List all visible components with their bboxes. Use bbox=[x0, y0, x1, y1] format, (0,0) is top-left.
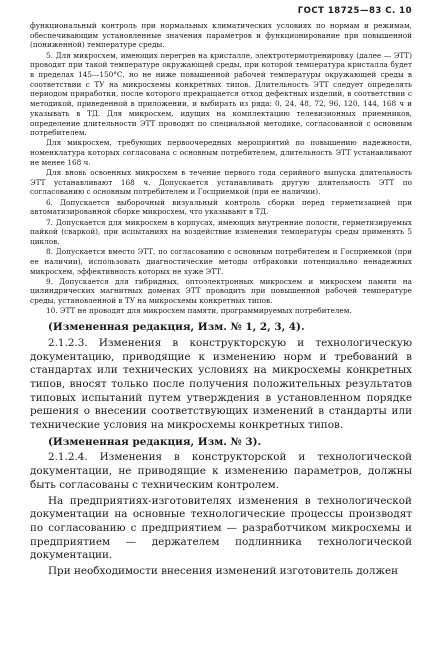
page-header: ГОСТ 18725—83 С. 10 bbox=[297, 6, 412, 16]
amendment-note-1: (Измененная редакция, Изм. № 1, 2, 3, 4). bbox=[48, 321, 305, 334]
small-print-section bbox=[30, 21, 412, 316]
paragraph-new-microcircuits: Для вновь освоенных микросхем в течение первого года серийного выпуска длительность ЭТТ устанавливают 168 ч. Допускается устанавливать другую длительность ЭТТ по согласованию с основным потребителем и Госприемкой (при ее наличии). bbox=[30, 168, 412, 197]
paragraph-reliability: Для микросхем, требующих первоочередных мероприятий по повышению надежности, номенклатура которых согласована с основным потребителем, длительность ЭТТ устанавливают не менее 168 ч. bbox=[30, 138, 412, 167]
paragraph-item-10: 10. ЭТТ не проводят для микросхем памяти, программируемых потребителем. bbox=[46, 306, 352, 316]
main-text-section bbox=[30, 321, 412, 579]
paragraph-item-9: 9. Допускается для гибридных, оптоэлектронных микросхем и микросхем памяти на цилиндрических магнитных доменах ЭТТ проводить при повышенной рабочей температуре среды, установленной в ТУ на микросхемы конкретных типов. bbox=[30, 276, 412, 306]
paragraph-manufacturers: На предприятиях-изготовителях изменения в технологической документации на основные технологические процессы производят по согласованию с предприятием — разработчиком микросхемы и предприятием — держателем подлинника технологической документации. bbox=[30, 494, 412, 562]
paragraph-item-8: 8. Допускается вместо ЭТТ, по согласованию с основным потребителем и Госприемкой (при ее наличии), использовать диагностические методы отбраковки потенциально ненадежных микросхем, эффективность которых не хуже ЭТТ. bbox=[30, 247, 412, 276]
paragraph-changes-needed: При необходимости внесения изменений изготовитель должен bbox=[48, 565, 399, 578]
amendment-note-2: (Измененная редакция, Изм. № 3). bbox=[48, 435, 262, 448]
clause-2-1-2-4: 2.1.2.4. Изменения в конструкторской и технологической документации, не приводящие к изменению параметров, должны быть согласованы с техническим контролем. bbox=[30, 451, 412, 491]
paragraph-functional-control: функциональный контроль при нормальных климатических условиях по нормам и режимам, обеспечивающим установленные значения параметров и функционирование при повышенной (пониженной) температуре среды. bbox=[30, 21, 412, 50]
paragraph-item-5: 5. Для микросхем, имеющих перегрев на кристалле, электротермотренировку (далее — ЭТТ) проводят при такой температуре окружающей среды, при которой температура кристалла будет в пределах 145—150°С, но не ниже повышенной рабочей температуры окружающей среды в соответствии с ТУ на микросхемы конкретных типов. Длительность ЭТТ следует определять периодом приработки, после которого прекращается отход дефектных изделий, в соответствии с методикой, приведенной в приложении, и выбирать из ряда: 0, 24, 48, 72, 96, 120, 144, 168 ч и указывать в ТД. Для микросхем, идущих на комплектацию телевизионных приемников, определение длительности ЭТТ проводят по специальной методике, согласованной с основным потребителем. bbox=[30, 50, 412, 138]
clause-2-1-2-3: 2.1.2.3. Изменения в конструкторскую и технологическую документацию, приводящие к изменению норм и требований в стандартах или технических условиях на микросхемы конкретных типов, вносят только после получения положительных результатов типовых испытаний путем утверждения в установленном порядке решения о внесении соответствующих изменений в стандарты или технические условия на микросхемы конкретных типов. bbox=[30, 336, 412, 432]
paragraph-item-7: 7. Допускается для микросхем в корпусах, имеющих внутренние полости, герметизируемых пайкой (сваркой), при испытаниях на воздействие изменения температуры среды применять 5 циклов. bbox=[30, 217, 412, 246]
paragraph-item-6: 6. Допускается выборочный визуальный контроль сборки перед герметизацией при автоматизированной сборке микросхем, что указывают в ТД. bbox=[30, 197, 412, 217]
